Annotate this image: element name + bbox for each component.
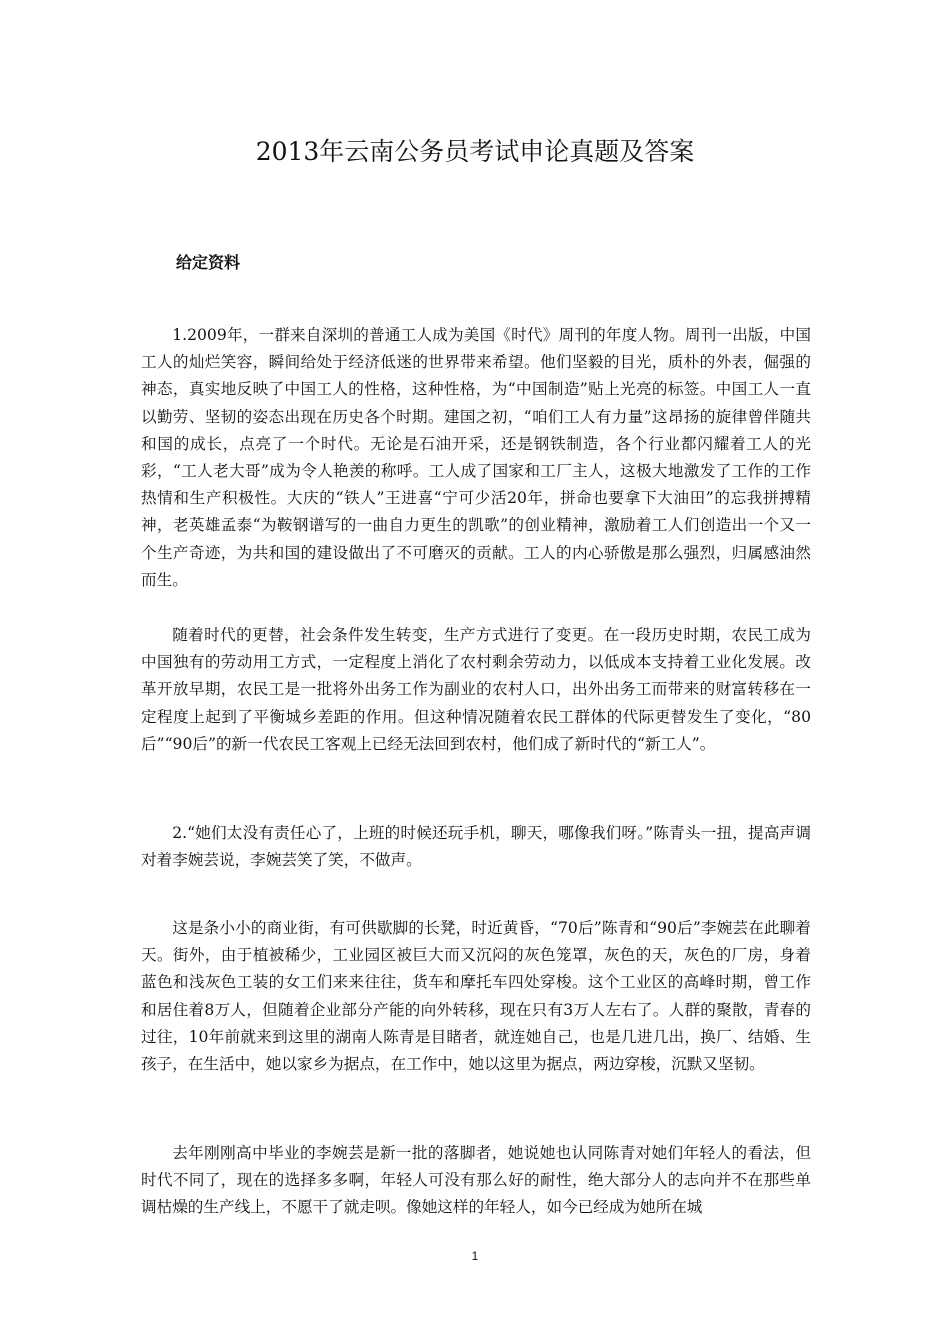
section-heading: 给定资料 [176,253,241,272]
paragraph-1: 1.2009年，一群来自深圳的普通工人成为美国《时代》周刊的年度人物。周刊一出版，中国工人的灿烂笑容，瞬间给处于经济低迷的世界带来希望。他们坚毅的目光，质朴的外表，倔强的神态，真实地反映了中国工人的性格，这种性格，为“中国制造”贴上光亮的标签。中国工人一直以勤劳、坚韧的姿态出现在历史各个时期。建国之初，“咱们工人有力量”这昂扬的旋律曾伴随共和国的成长，点亮了一个时代。无论是石油开采，还是钢铁制造，各个行业都闪耀着工人的光彩，“工人老大哥”成为令人艳羡的称呼。工人成了国家和工厂主人，这极大地激发了工作的工作热情和生产积极性。大庆的“铁人”王进喜“宁可少活20年，拼命也要拿下大油田”的忘我拼搏精神，老英雄孟泰“为鞍钢谱写的一曲自力更生的凯歌”的创业精神，激励着工人们创造出一个又一个生产奇迹，为共和国的建设做出了不可磨灭的贡献。工人的内心骄傲是那么强烈，归属感油然而生。 [141,326,811,589]
document-title: 2013年云南公务员考试申论真题及答案 [255,137,695,166]
paragraph-5: 去年刚刚高中毕业的李婉芸是新一批的落脚者，她说她也认同陈青对她们年轻人的看法，但时代不同了，现在的选择多多啊，年轻人可没有那么好的耐性，绝大部分人的志向并不在那些单调枯燥的生产线上，不愿干了就走呗。像她这样的年轻人，如今已经成为她所在城 [141,1144,811,1217]
paragraph-2: 随着时代的更替，社会条件发生转变，生产方式进行了变更。在一段历史时期，农民工成为中国独有的劳动用工方式，一定程度上消化了农村剩余劳动力，以低成本支持着工业化发展。改革开放早期，农民工是一批将外出务工作为副业的农村人口，出外出务工而带来的财富转移在一定程度上起到了平衡城乡差距的作用。但这种情况随着农民工群体的代际更替发生了变化，“80后”“90后”的新一代农民工客观上已经无法回到农村，他们成了新时代的“新工人”。 [141,626,811,753]
page-number: 1 [471,1249,479,1263]
paragraph-4: 这是条小小的商业街，有可供歇脚的长凳，时近黄昏，“70后”陈青和“90后”李婉芸在此聊着天。街外，由于植被稀少，工业园区被巨大而又沉闷的灰色笼罩，灰色的天，灰色的厂房，身着蓝色和浅灰色工装的女工们来来往往，货车和摩托车四处穿梭。这个工业区的高峰时期，曾工作和居住着8万人，但随着企业部分产能的向外转移，现在只有3万人左右了。人群的聚散，青春的过往，10年前就来到这里的湖南人陈青是目睹者，就连她自己，也是几进几出，换厂、结婚、生孩子，在生活中，她以家乡为据点，在工作中，她以这里为据点，两边穿梭，沉默又坚韧。 [141,919,811,1074]
paragraph-3: 2.“她们太没有责任心了，上班的时候还玩手机，聊天，哪像我们呀。”陈青头一扭，提高声调对着李婉芸说，李婉芸笑了笑，不做声。 [141,824,811,870]
